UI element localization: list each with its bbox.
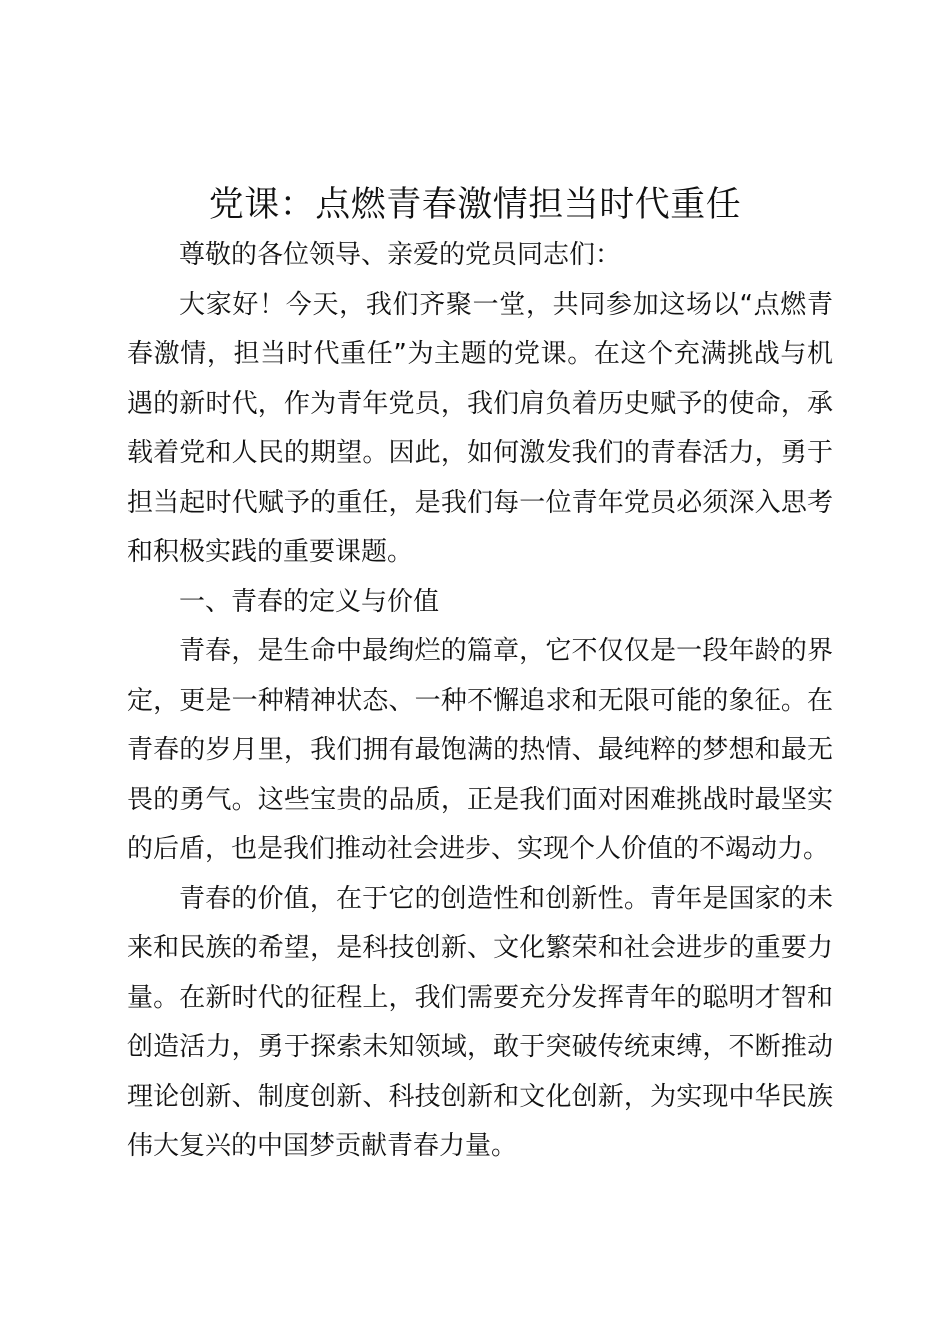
document-title: 党课：点燃青春激情担当时代重任 bbox=[208, 185, 742, 225]
document-body bbox=[127, 231, 833, 1172]
intro-paragraph: 大家好！今天，我们齐聚一堂，共同参加这场以“点燃青春激情，担当时代重任”为主题的党课。在这个充满挑战与机遇的新时代，作为青年党员，我们肩负着历史赋予的使命，承载着党和人民的期望。因此，如何激发我们的青春活力，勇于担当起时代赋予的重任，是我们每一位青年党员必须深入思考和积极实践的重要课题。 bbox=[127, 289, 833, 567]
section-heading: 一、青春的定义与价值 bbox=[179, 586, 440, 617]
section-paragraph-1: 青春，是生命中最绚烂的篇章，它不仅仅是一段年龄的界定，更是一种精神状态、一种不懈追求和无限可能的象征。在青春的岁月里，我们拥有最饱满的热情、最纯粹的梦想和最无畏的勇气。这些宝贵的品质，正是我们面对困难挑战时最坚实的后盾，也是我们推动社会进步、实现个人价值的不竭动力。 bbox=[127, 636, 833, 864]
salutation: 尊敬的各位领导、亲爱的党员同志们： bbox=[179, 240, 622, 270]
section-paragraph-2: 青春的价值，在于它的创造性和创新性。青年是国家的未来和民族的希望，是科技创新、文化繁荣和社会进步的重要力量。在新时代的征程上，我们需要充分发挥青年的聪明才智和创造活力，勇于探索未知领域，敢于突破传统束缚，不断推动理论创新、制度创新、科技创新和文化创新，为实现中华民族伟大复兴的中国梦贡献青春力量。 bbox=[127, 883, 833, 1161]
